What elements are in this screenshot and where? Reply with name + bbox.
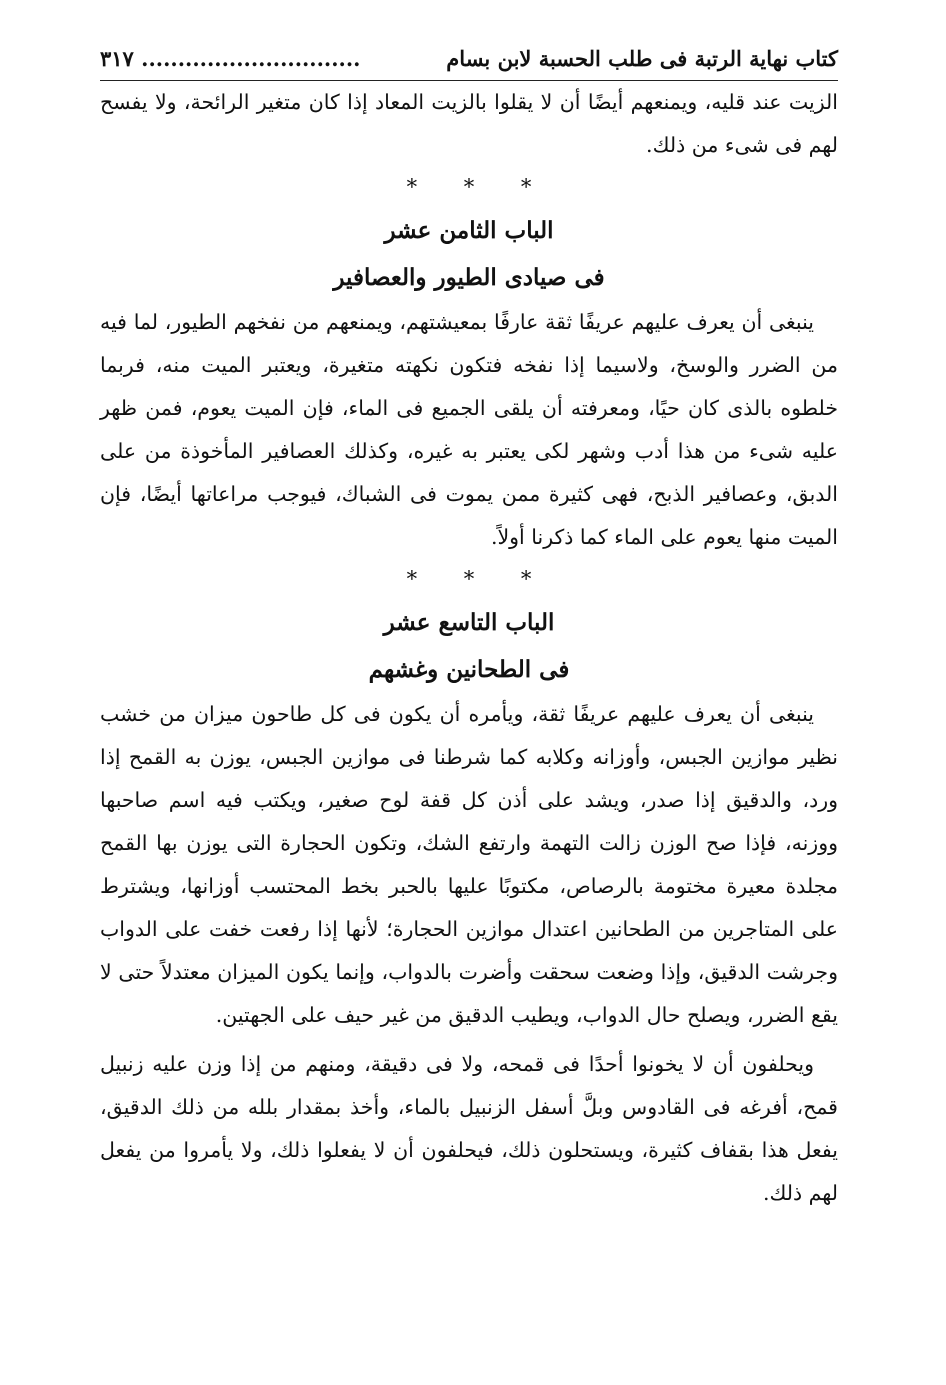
page-number: ٣١٧: [100, 46, 134, 71]
section-separator: * * *: [406, 567, 552, 591]
chapter-19-title: الباب التاسع عشر: [383, 609, 555, 636]
header-leader-dots: ..............................: [141, 46, 361, 71]
opening-paragraph: الزيت عند قليه، ويمنعهم أيضًا أن لا يقلوا بالزيت المعاد إذا كان متغير الرائحة، ولا يفسح لهم فى شىء من ذلك.: [100, 90, 838, 157]
book-title: كتاب نهاية الرتبة فى طلب الحسبة لابن بسام: [446, 46, 838, 71]
chapter-19-paragraph-1: ينبغى أن يعرف عليهم عريفًا ثقة، ويأمره أن يكون فى كل طاحون ميزان من خشب نظير موازين الجبس، وأوزانه وكلابه كما شرطنا فى موازين الجبس، يوزن به القمح إذا ورد، والدقيق إذا صدر، ويشد على أذن كل قفة لوح صغير، ويكتب فيه اسم صاحبها ووزنه، فإذا صح الوزن زالت التهمة وارتفع الشك، وتكون الحجارة التى يوزن بها القمح مجلدة معيرة مختومة بالرصاص، مكتوبًا عليها بالحبر بخط المحتسب أوزانها، ويشترط على المتاجرين من الطحانين اعتدال موازين الحجارة؛ لأنها إذا رفعت خفت على الدواب وجرشت الدقيق، وإذا وضعت سحقت وأضرت بالدواب، وإنما يكون الميزان معتدلاً حتى لا يقع الضرر، ويصلح حال الدواب، ويطيب الدقيق من غير حيف على الجهتين.: [100, 702, 838, 1027]
chapter-19-subtitle: فى الطحانين وغشهم: [368, 656, 570, 683]
section-separator: * * *: [406, 175, 552, 199]
running-header: [100, 40, 838, 81]
chapter-18-subtitle: فى صيادى الطيور والعصافير: [333, 264, 605, 291]
chapter-18-paragraph: ينبغى أن يعرف عليهم عريفًا ثقة عارفًا بمعيشتهم، ويمنعهم من نفخهم الطيور، لما فيه من الضرر والوسخ، ولاسيما إذا نفخه فتكون نكهته متغيرة، ويعتبر الميت منه، فربما خلطوه بالذى كان حيًا، ومعرفته أن يلقى الجميع فى الماء، فإن الميت يعوم، فمن ظهر عليه شىء من هذا أدب وشهر لكى يعتبر به غيره، وكذلك العصافير المأخوذة من على الدبق، وعصافير الذبح، فهى كثيرة ممن يموت فى الشباك، فيوجب مراعاتها أيضًا، فإن الميت منها يعوم على الماء كما ذكرنا أولاً.: [100, 310, 838, 549]
book-page: [100, 40, 838, 1215]
page-number-group: [100, 40, 361, 78]
chapter-18-title: الباب الثامن عشر: [384, 217, 554, 244]
chapter-19-paragraph-2: ويحلفون أن لا يخونوا أحدًا فى قمحه، ولا فى دقيقة، ومنهم من إذا وزن عليه زنبيل قمح، أفرغه فى القادوس وبلَّ أسفل الزنبيل بالماء، وأخذ بمقدار بلله من ذلك الدقيق، يفعل هذا بقفاف كثيرة، ويستحلون ذلك، فيحلفون أن لا يفعلوا ذلك، ولا يأمروا من يفعل لهم ذلك.: [100, 1052, 838, 1205]
